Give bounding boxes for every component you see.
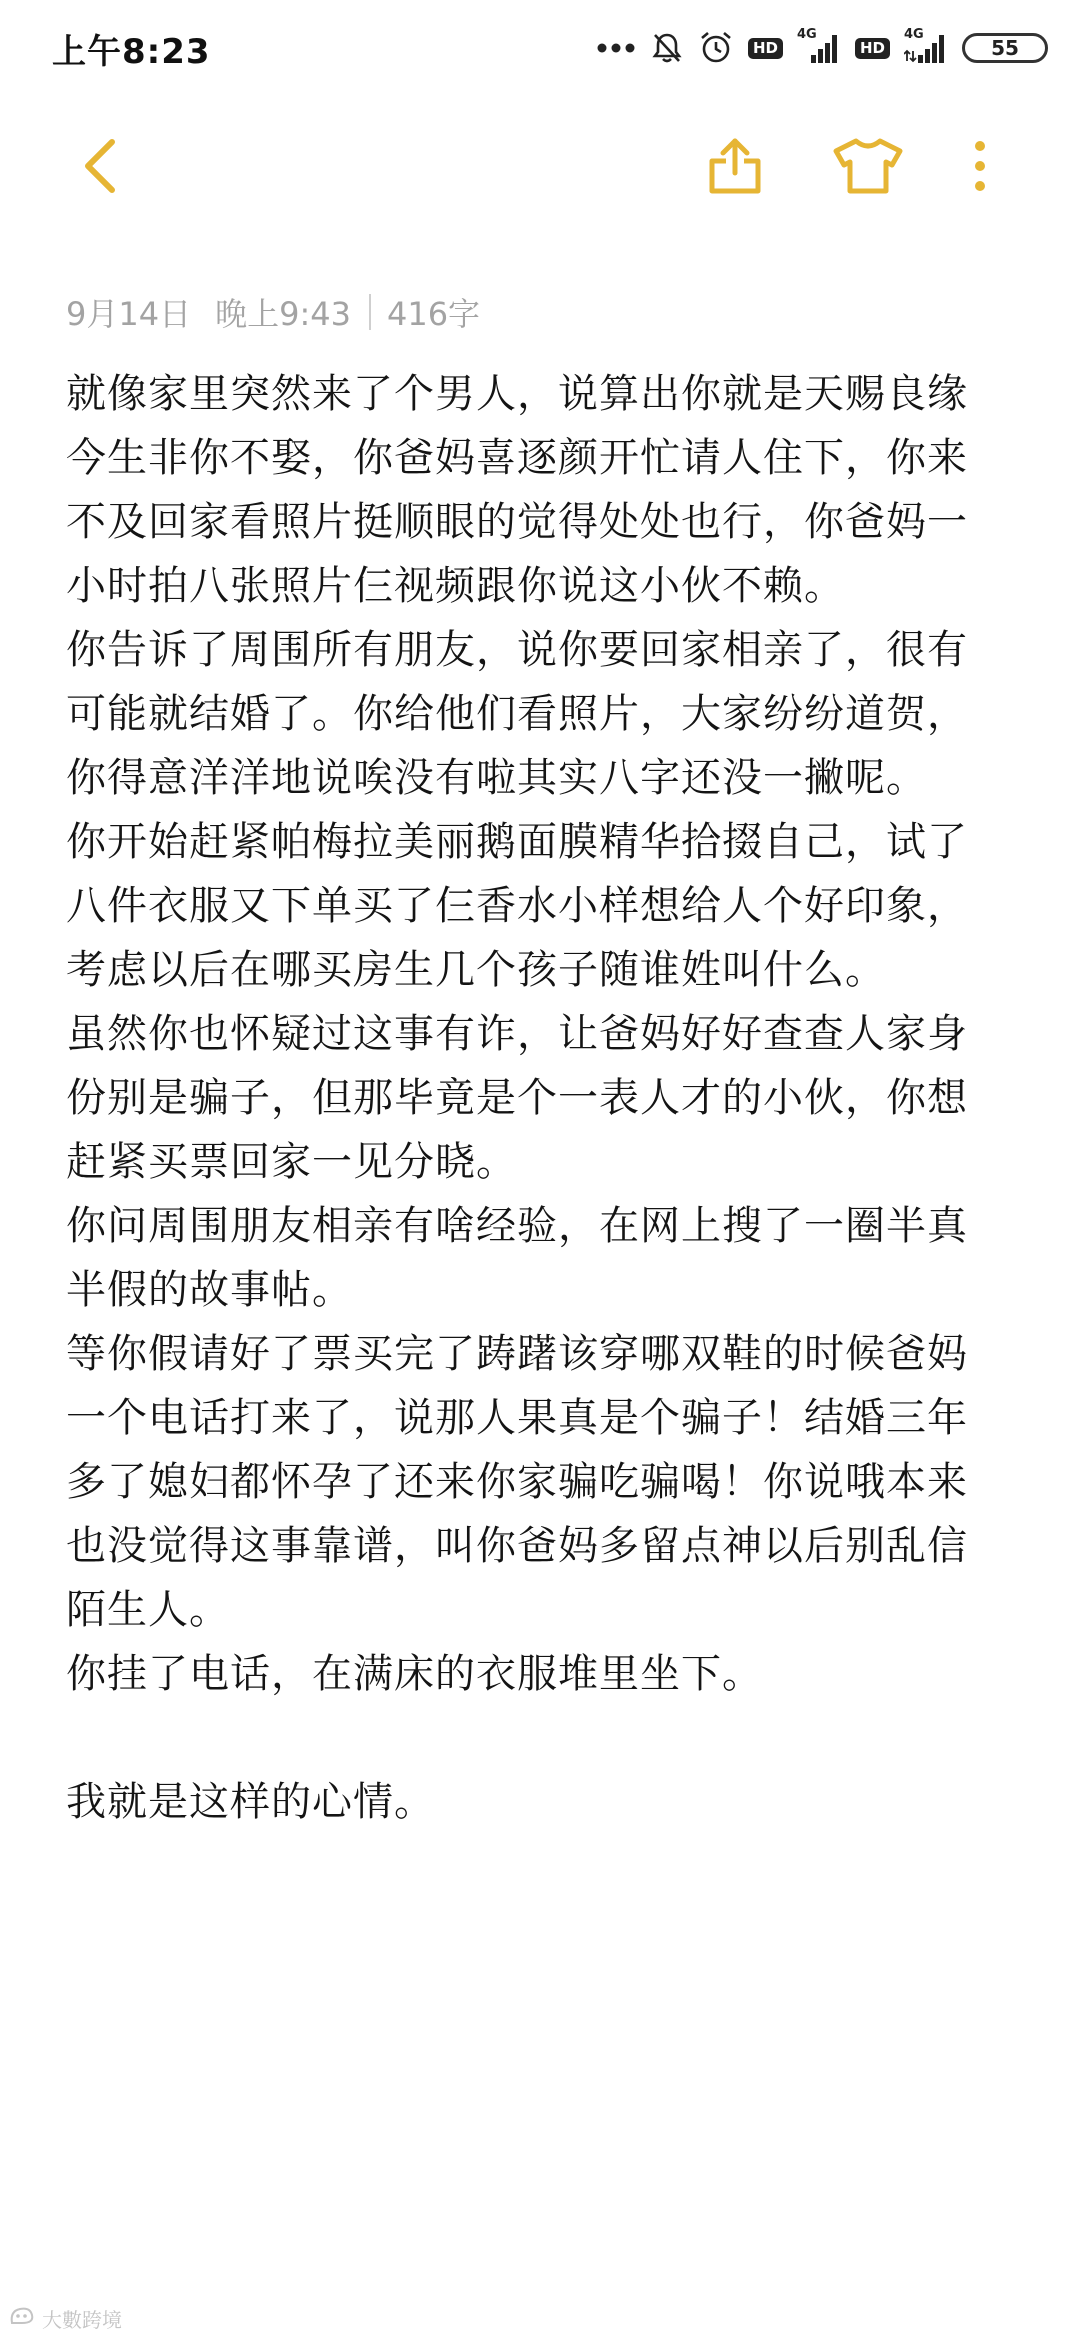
watermark — [8, 2304, 122, 2333]
more-button[interactable] — [950, 118, 1010, 218]
alarm-icon — [698, 30, 734, 66]
note-date: 9月14日 — [66, 295, 192, 333]
watermark-text: 大數跨境 — [42, 2308, 122, 2332]
note-paragraph: 你问周围朋友相亲有啥经验，在网上搜了一圈半真半假的故事帖。 — [66, 1203, 968, 1313]
note-paragraph: 我就是这样的心情。 — [66, 1779, 435, 1825]
note-blank-line — [66, 1706, 1006, 1770]
note-body[interactable] — [66, 362, 1006, 1834]
battery-icon: 55 — [962, 33, 1048, 63]
watermark-logo-icon — [8, 2305, 36, 2332]
share-icon — [704, 135, 766, 201]
note-paragraph: 等你假请好了票买完了踌躇该穿哪双鞋的时候爸妈一个电话打来了，说那人果真是个骗子！结婚三年多了媳妇都怀孕了还来你家骗吃骗喝！你说哦本来也没觉得这事靠谱，叫你爸妈多留点神以后别乱信陌生人。 — [66, 1331, 968, 1633]
note-paragraph: 就像家里突然来了个男人，说算出你就是天赐良缘今生非你不娶，你爸妈喜逐颜开忙请人住下，你来不及回家看照片挺顺眼的觉得处处也行，你爸妈一小时拍八张照片仨视频跟你说这小伙不赖。 — [66, 371, 968, 609]
signal-icon — [904, 27, 948, 65]
back-button[interactable] — [60, 118, 140, 218]
theme-button[interactable] — [818, 118, 918, 218]
network-type-label: 4G — [796, 27, 817, 42]
status-time: 上午8:23 — [52, 31, 211, 72]
status-icons — [596, 27, 1048, 66]
note-time: 晚上9:43 — [215, 295, 351, 333]
network-type-label: 4G — [904, 27, 924, 42]
more-vertical-icon — [972, 138, 988, 198]
hd-icon: HD — [855, 38, 890, 59]
note-paragraph: 虽然你也怀疑过这事有诈，让爸妈好好查查人家身份别是骗子，但那毕竟是个一表人才的小伙，你想赶紧买票回家一见分晓。 — [66, 1011, 968, 1185]
note-toolbar — [0, 118, 1080, 218]
note-paragraph: 你挂了电话，在满床的衣服堆里坐下。 — [66, 1651, 763, 1697]
theme-shirt-icon — [830, 135, 906, 201]
bell-off-icon — [650, 31, 684, 65]
note-paragraph: 你开始赶紧帕梅拉美丽鹅面膜精华拾掇自己，试了八件衣服又下单买了仨香水小样想给人个好印象，考虑以后在哪买房生几个孩子随谁姓叫什么。 — [66, 819, 968, 993]
note-paragraph: 你告诉了周围所有朋友，说你要回家相亲了，很有可能就结婚了。你给他们看照片，大家纷纷道贺，你得意洋洋地说唉没有啦其实八字还没一撇呢。 — [66, 627, 968, 801]
meta-divider — [369, 294, 371, 330]
back-icon — [78, 136, 122, 200]
note-meta — [66, 284, 480, 340]
hd-icon: HD — [748, 38, 783, 59]
share-button[interactable] — [692, 118, 778, 218]
word-count: 416字 — [386, 295, 481, 333]
more-dots-icon — [596, 42, 636, 54]
status-bar — [0, 0, 1080, 96]
signal-icon — [796, 27, 841, 65]
